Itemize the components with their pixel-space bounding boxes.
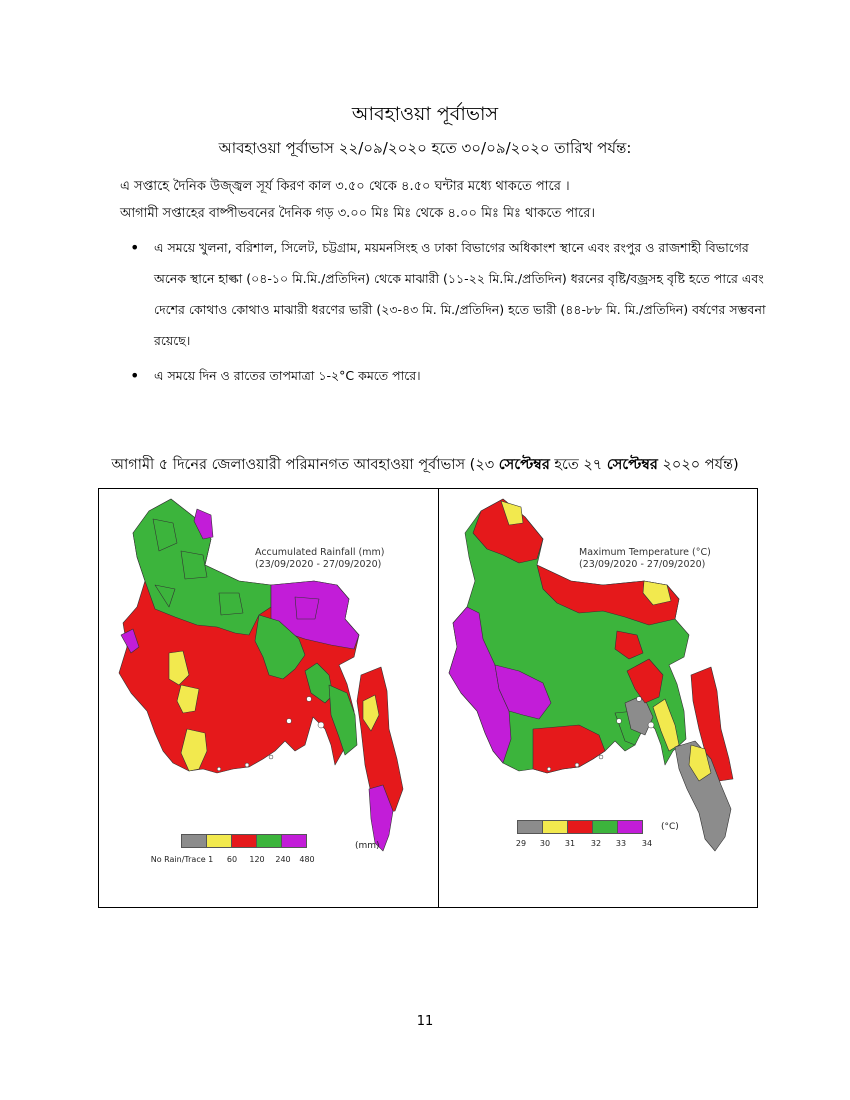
rainfall-legend-label-1: No Rain/Trace 1 bbox=[150, 855, 214, 864]
rainfall-map-date-range: (23/09/2020 - 27/09/2020) bbox=[255, 559, 382, 570]
rainfall-legend-label-3: 120 bbox=[249, 855, 265, 864]
temperature-legend-label-1: 29 bbox=[515, 839, 527, 848]
rainfall-legend-swatch-4 bbox=[256, 834, 282, 848]
temperature-unit-label: (°C) bbox=[661, 822, 679, 832]
temperature-map-date-range: (23/09/2020 - 27/09/2020) bbox=[579, 559, 706, 570]
caption-part-2: হতে ২৭ bbox=[549, 457, 607, 473]
temperature-legend-swatch-3 bbox=[567, 820, 593, 834]
rainfall-legend-label-4: 240 bbox=[275, 855, 291, 864]
evaporation-line: আগামী সপ্তাহের বাষ্পীভবনের দৈনিক গড় ৩.০০ মিঃ মিঃ থেকে ৪.০০ মিঃ মিঃ থাকতে পারে। bbox=[120, 206, 596, 221]
rainfall-legend-label-2: 60 bbox=[226, 855, 238, 864]
rainfall-forecast-bullet: • এ সময়ে খুলনা, বরিশাল, সিলেট, চট্টগ্রাম, ময়মনসিংহ ও ঢাকা বিভাগের অধিকাংশ স্থানে এবং রংপুর ও রাজশাহী বিভাগের অনেক স্থানে হাল্কা (০৪-১০ মি.মি./প্রতিদিন) থেকে মাঝারী (১১-২২ মি.মি./প্রতিদিন) ধরনের বৃষ্টি/বজ্রসহ বৃষ্টি হতে পারে এবং দেশের কোথাও কোথাও মাঝারী ধরণের ভারী (২৩-৪৩ মি. মি./প্রতিদিন) হতে ভারী (৪৪-৮৮ মি. মি./প্রতিদিন) বর্ষণের সম্ভবনা রয়েছে। bbox=[130, 232, 770, 356]
map-section-caption bbox=[0, 454, 850, 478]
rainfall-legend-swatch-2 bbox=[206, 834, 232, 848]
rainfall-map-title bbox=[255, 547, 384, 571]
temperature-legend-swatch-2 bbox=[542, 820, 568, 834]
maps-frame bbox=[98, 488, 758, 908]
temperature-legend-label-2: 30 bbox=[539, 839, 551, 848]
temperature-legend-label-4: 32 bbox=[590, 839, 602, 848]
sunshine-line: এ সপ্তাহে দৈনিক উজ্জ্বল সূর্য কিরণ কাল ৩.৫০ থেকে ৪.৫০ ঘন্টার মধ্যে থাকতে পারে । bbox=[120, 179, 570, 194]
temperature-legend-swatch-1 bbox=[517, 820, 543, 834]
temperature-map-title-line-1: Maximum Temperature (°C) bbox=[579, 547, 711, 558]
caption-part-3: ২০২০ পর্যন্ত) bbox=[657, 457, 739, 473]
rainfall-legend-swatch-3 bbox=[231, 834, 257, 848]
temperature-legend-swatch-5 bbox=[617, 820, 643, 834]
temperature-legend-label-6: 34 bbox=[641, 839, 653, 848]
temperature-legend-labels bbox=[439, 839, 759, 851]
rainfall-unit-label: (mm) bbox=[355, 841, 380, 851]
rainfall-legend-labels bbox=[99, 855, 429, 867]
caption-part-1: আগামী ৫ দিনের জেলাওয়ারী পরিমানগত আবহাওয়া পূর্বাভাস (২৩ bbox=[111, 457, 499, 473]
temperature-map-title bbox=[579, 547, 711, 571]
temperature-forecast-bullet: • এ সময়ে দিন ও রাতের তাপমাত্রা ১-২°C কমতে পারে। bbox=[130, 360, 770, 391]
temperature-legend-label-3: 31 bbox=[564, 839, 576, 848]
page-title: আবহাওয়া পূর্বাভাস bbox=[351, 103, 499, 125]
temperature-legend-swatch-4 bbox=[592, 820, 618, 834]
page-number: 11 bbox=[416, 1014, 434, 1029]
rainfall-legend-swatch-1 bbox=[181, 834, 207, 848]
rainfall-map-title-line-1: Accumulated Rainfall (mm) bbox=[255, 547, 385, 558]
forecast-bullet-list bbox=[130, 232, 770, 391]
temperature-legend-scale bbox=[517, 820, 642, 834]
maps-divider bbox=[438, 488, 439, 908]
temperature-legend-label-5: 33 bbox=[615, 839, 627, 848]
forecast-period-heading: আবহাওয়া পূর্বাভাস ২২/০৯/২০২০ হতে ৩০/০৯/২০২০ তারিখ পর্যন্ত: bbox=[218, 139, 632, 157]
caption-month-1: সেপ্টেম্বর bbox=[498, 457, 550, 473]
caption-month-2: সেপ্টেম্বর bbox=[606, 457, 658, 473]
rainfall-legend-scale bbox=[181, 834, 306, 848]
rainfall-legend-swatch-5 bbox=[281, 834, 307, 848]
rainfall-map-panel bbox=[99, 489, 429, 907]
rainfall-legend-label-5: 480 bbox=[299, 855, 315, 864]
temperature-map-panel bbox=[439, 489, 769, 907]
